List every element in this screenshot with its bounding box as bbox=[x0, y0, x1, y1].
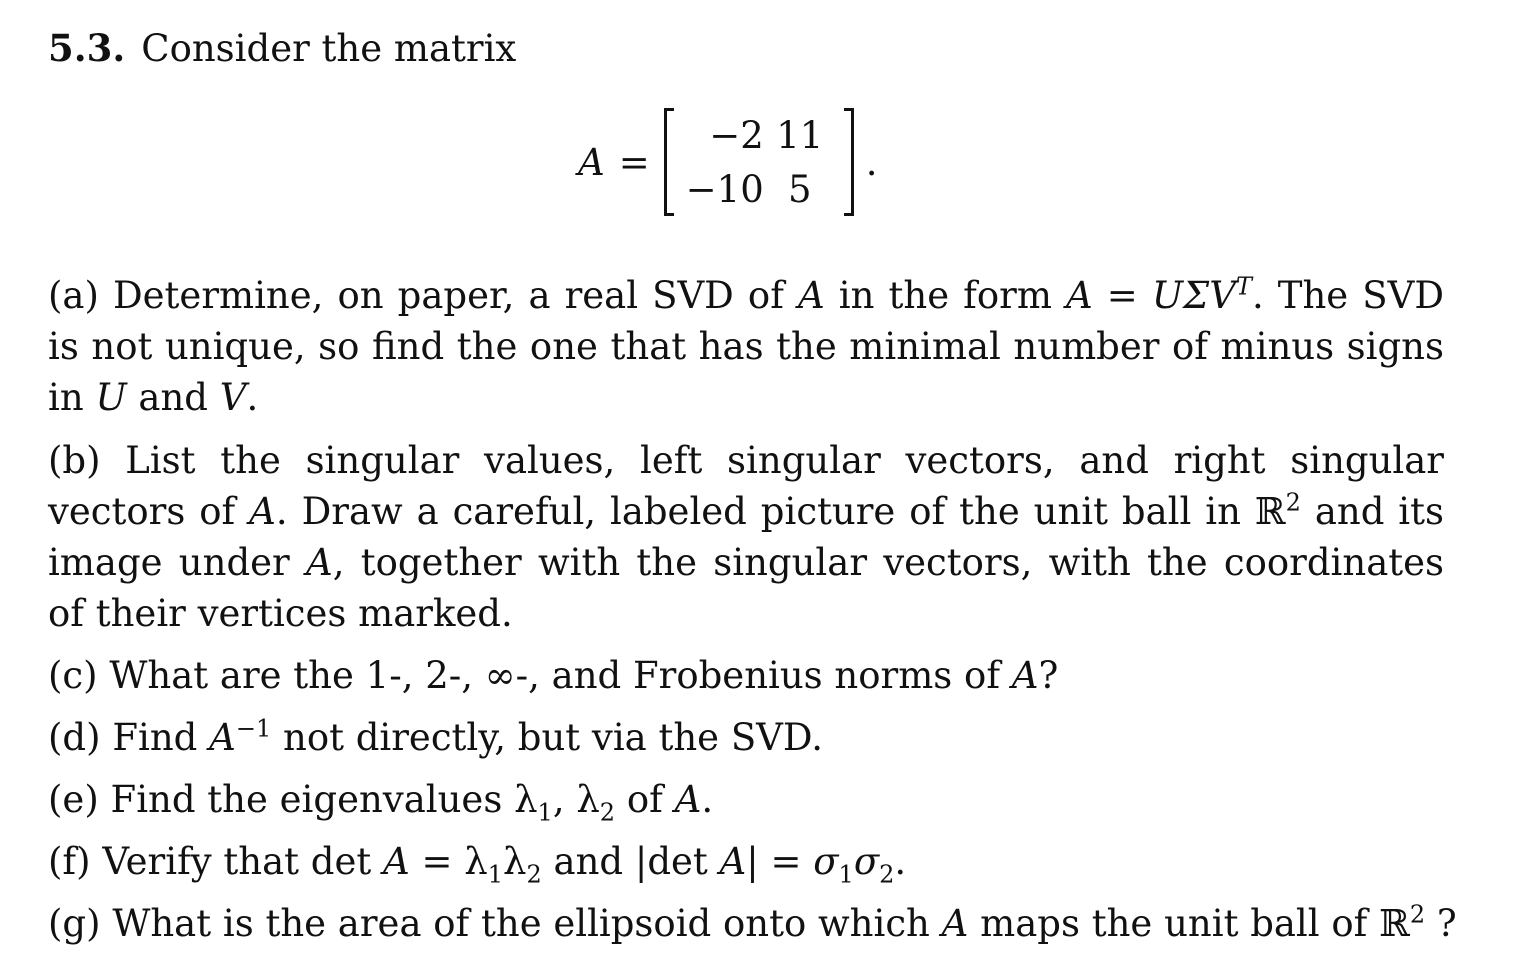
part-e-subscript: 1 bbox=[537, 798, 553, 827]
part-d-text: not directly, but via the SVD. bbox=[271, 716, 824, 759]
problem-number: 5.3. bbox=[48, 26, 126, 70]
part-c-var: A bbox=[1011, 654, 1039, 697]
part-a bbox=[48, 270, 1444, 423]
part-f-var: A bbox=[383, 840, 410, 883]
matrix-period: . bbox=[865, 140, 878, 184]
part-f-text: (f) Verify that det bbox=[48, 840, 384, 883]
part-a-var: A bbox=[1065, 274, 1093, 317]
part-f-text: λ bbox=[503, 840, 527, 883]
part-f-text: | = bbox=[746, 840, 814, 883]
matrix-entries bbox=[674, 108, 844, 216]
matrix-equals: = bbox=[618, 140, 650, 184]
problem-parts bbox=[48, 270, 1457, 961]
part-e-text: , λ bbox=[552, 778, 600, 821]
problem-heading bbox=[48, 22, 516, 75]
part-b-var: A bbox=[249, 490, 276, 533]
part-b-text: (b) List the singular values, left singular vectors, and right singular vectors of bbox=[48, 439, 1444, 533]
matrix-left-bracket bbox=[664, 108, 674, 216]
part-e bbox=[48, 775, 1444, 825]
part-g bbox=[48, 899, 1457, 949]
part-b-superscript: 2 bbox=[1285, 488, 1301, 517]
part-b-var: A bbox=[305, 541, 333, 584]
matrix-entry-1-1: −2 bbox=[709, 113, 764, 157]
part-f-text: and |det bbox=[541, 840, 720, 883]
part-b-text: , together with the singular vectors, with the coordinates of their vertices marked. bbox=[48, 541, 1445, 635]
part-a-text: . bbox=[246, 376, 259, 419]
part-d-inverse-superscript: −1 bbox=[235, 714, 272, 743]
part-g-text: maps the unit ball of ℝ bbox=[968, 902, 1410, 945]
matrix-entry-1-2: 11 bbox=[776, 113, 824, 157]
part-a-text: and bbox=[126, 376, 220, 419]
matrix-entry-2-1: −10 bbox=[685, 167, 764, 211]
part-f-subscript: 1 bbox=[838, 860, 854, 889]
part-g-text: ? bbox=[1425, 902, 1457, 945]
part-e-text: . bbox=[701, 778, 714, 821]
part-a-transpose-superscript: T bbox=[1235, 272, 1252, 301]
part-f-text: = λ bbox=[409, 840, 488, 883]
part-a-var: V bbox=[219, 376, 247, 419]
part-a-var: A bbox=[797, 274, 825, 317]
part-g-superscript: 2 bbox=[1409, 900, 1426, 929]
part-f-sigma: σ bbox=[853, 840, 880, 883]
part-f-subscript: 2 bbox=[526, 860, 542, 889]
part-f-var: A bbox=[719, 840, 747, 883]
part-f-sigma: σ bbox=[813, 840, 839, 883]
part-a-var: U bbox=[95, 376, 127, 419]
part-b bbox=[48, 435, 1444, 639]
part-a-text: = bbox=[1092, 274, 1152, 317]
part-d-var: A bbox=[209, 716, 236, 759]
part-c-text: (c) What are the 1-, 2-, ∞-, and Frobenius norms of bbox=[48, 654, 1012, 697]
part-c-text: ? bbox=[1038, 654, 1059, 697]
part-e-var: A bbox=[674, 778, 702, 821]
matrix-name: A bbox=[578, 140, 605, 184]
part-a-svd-expression: UΣV bbox=[1151, 274, 1236, 317]
part-f bbox=[48, 837, 1444, 887]
matrix-equation bbox=[578, 108, 878, 216]
part-f-text: . bbox=[894, 840, 907, 883]
part-c bbox=[48, 651, 1444, 701]
part-f-subscript: 1 bbox=[487, 860, 504, 889]
part-d-text: (d) Find bbox=[48, 716, 210, 759]
part-a-text: . The SVD is not unique, so find the one that has the minimal number of minus signs in bbox=[48, 274, 1445, 419]
part-e-text: (e) Find the eigenvalues λ bbox=[48, 778, 538, 821]
matrix-right-bracket bbox=[844, 108, 854, 216]
part-b-text: . Draw a careful, labeled picture of the unit ball in ℝ bbox=[275, 490, 1286, 533]
part-a-text: (a) Determine, on paper, a real SVD of bbox=[48, 274, 798, 317]
part-f-subscript: 2 bbox=[879, 860, 895, 889]
matrix-entry-2-2: 5 bbox=[787, 167, 812, 211]
part-e-subscript: 2 bbox=[599, 798, 616, 827]
part-b-text: and its image under bbox=[48, 490, 1444, 584]
part-g-var: A bbox=[941, 902, 969, 945]
part-a-text: in the form bbox=[824, 274, 1066, 317]
part-d bbox=[48, 713, 1444, 763]
part-e-text: of bbox=[615, 778, 675, 821]
part-g-text: (g) What is the area of the ellipsoid onto which bbox=[48, 902, 942, 945]
problem-intro: Consider the matrix bbox=[141, 27, 517, 70]
